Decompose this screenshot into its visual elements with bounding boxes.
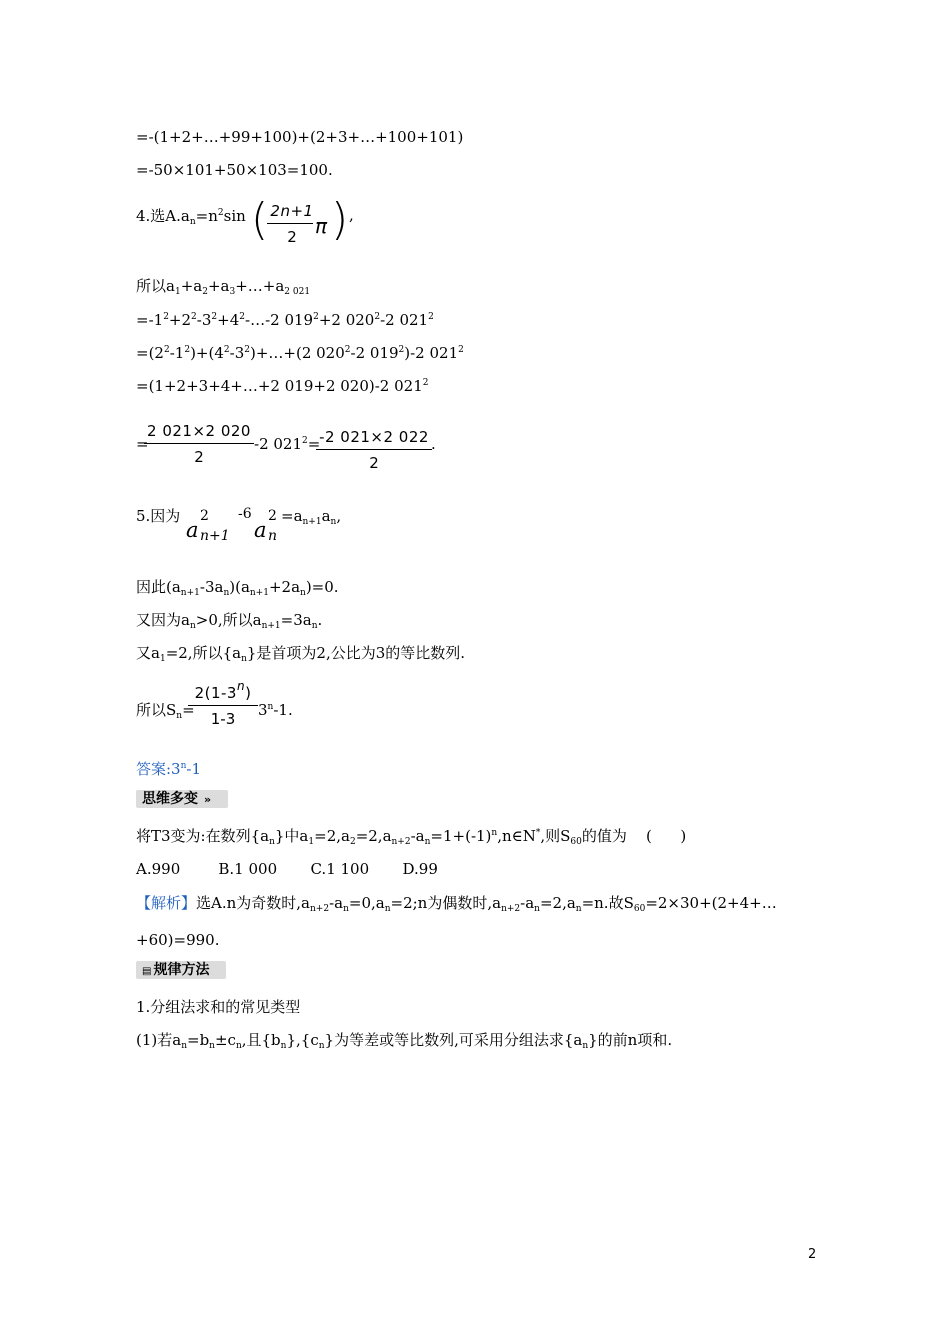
fraction-2: -2 021×2 022 2 [316, 428, 432, 472]
page-number: 2 [808, 1247, 817, 1262]
fraction-3: 2(1-3$^n$) 1-3 [188, 684, 258, 728]
q5-line-3: 又因为$a_n>0$,所以$a_{n+1}=3a_n$. [136, 611, 323, 631]
q5-sn: 所以$S_n=$ [136, 701, 195, 721]
line-1: =-(1+2+…+99+100)+(2+3+…+100+101) [136, 128, 464, 146]
q4-line: 4.选$A.a_n=n^2\sin$ [136, 207, 246, 227]
method-2: (1)若$a_n=b_n\pm c_n$,且$\{b_n\},\{c_n\}$为等差或等比数列,可采用分组法求$\{a_n\}$的前n项和. [136, 1031, 673, 1051]
answer: 答案:3$^n$-1 [136, 760, 202, 778]
line-squares-1: $=-1^2+2^2-3^2+4^2-\dots-2$ $019^2+2$ $020^2-2$ $021^2$ [136, 311, 434, 329]
q5-line-4: 又$a_1=2$,所以$\{a_n\}$是首项为2,公比为3的等比数列. [136, 644, 466, 664]
method-tag: ▤ 规律方法 [136, 961, 226, 979]
line-2: =-50×101+50×103=100. [136, 161, 333, 179]
q5-sn-tail: 3$^n$-1. [258, 701, 293, 719]
eq-end: . [431, 435, 436, 453]
variant-question: 将T3变为:在数列$\{a_n\}$中$a_1=2,a_2=2,a_{n+2}-a_n=1+(-1)^n,n\in N^*$,则$S_{60}$的值为 ( ) [136, 827, 687, 847]
q5-line: 5.因为 [136, 507, 181, 525]
eq-prefix: = [136, 435, 149, 453]
q4-fraction: 2n+1 2 [267, 202, 317, 246]
options: A.990 B.1 000 C.1 100 D.99 [136, 860, 438, 878]
method-icon: ▤ [142, 966, 152, 977]
q5-line-2: 因此$(a_{n+1}-3a_n)(a_{n+1}+2a_n)=0$. [136, 578, 339, 598]
analysis-tail: +60)=990. [136, 931, 220, 949]
q5-eq: $=a_{n+1}a_n$, [281, 507, 342, 527]
variant-tag: 思维多变 » [136, 790, 228, 808]
eq-middle: -2 $021^2=$ [254, 435, 321, 453]
line-squares-2: $=(2^2-1^2)+(4^2-3^2)+\dots+(2$ $020^2-2$ $019^2)-2$ $021^2$ [136, 344, 464, 362]
fraction-1: 2 021×2 020 2 [144, 422, 254, 466]
analysis: 【解析】选A.n为奇数时$,a_{n+2}-a_n=0,a_n=2;n$为偶数时$,a_{n+2}-a_n=2,a_n=n$.故$S_{60}=2\times 30+(2+4+\dots$ [136, 894, 777, 914]
q4-sum: 所以$a_1+a_2+a_3+\dots+a_{2 021}$ [136, 277, 311, 297]
method-1: 1.分组法求和的常见类型 [136, 998, 301, 1016]
line-squares-3: =(1+2+3+4+…+2 019+2 020)-2 $021^2$ [136, 377, 429, 395]
